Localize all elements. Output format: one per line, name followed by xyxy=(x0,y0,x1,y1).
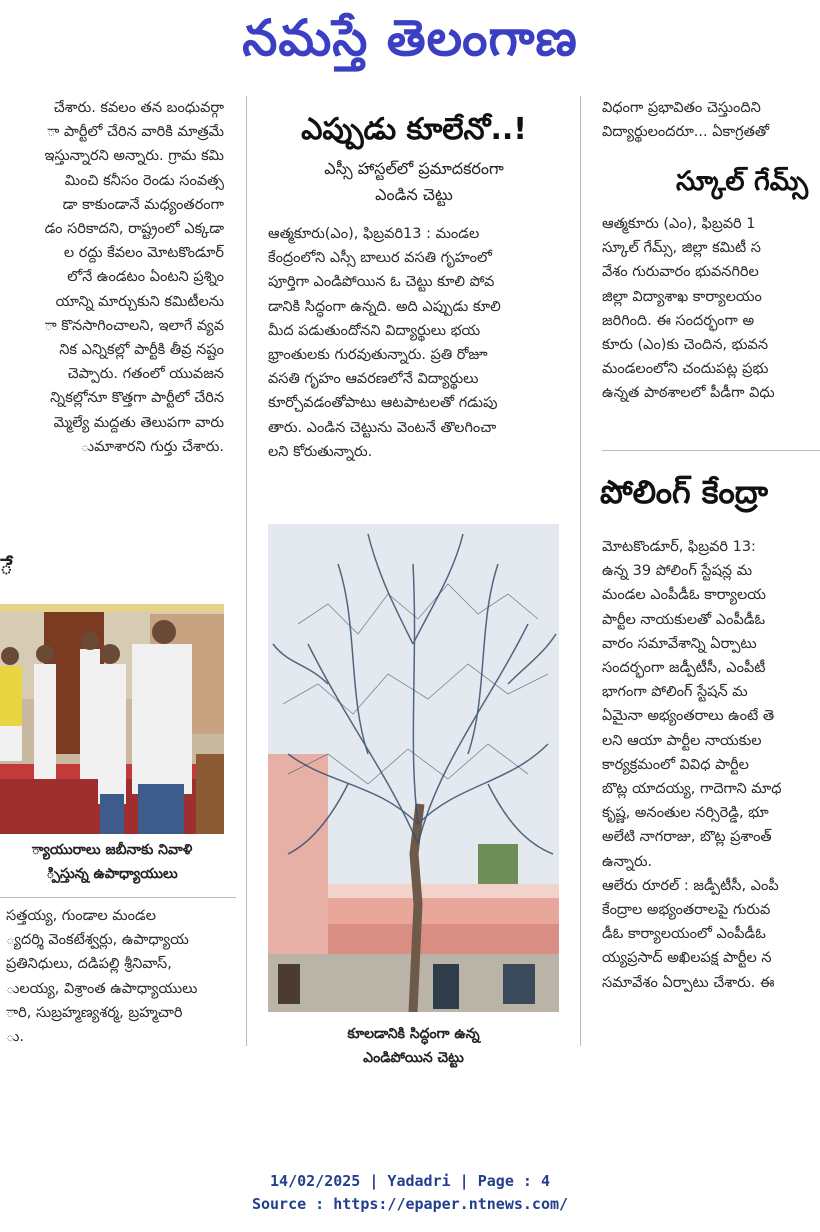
text-line: పూర్తిగా ఎండిపోయిన ఓ చెట్టు కూలి పోవ xyxy=(268,274,495,291)
caption-line: ్పిస్తున్న ఉపాధ్యాయులు xyxy=(46,866,178,882)
subheadline-line: ఎస్సీ హాస్టల్‌లో ప్రమాదకరంగా xyxy=(324,159,504,178)
text-line: మ్మెల్యే మద్దతు తెలుపగా వారు xyxy=(53,414,224,431)
text-line: మండల ఎంపీడీఓ కార్యాలయ xyxy=(602,587,766,604)
text-line: ఇస్తున్నారని అన్నారు. గ్రామ కమి xyxy=(44,148,224,165)
text-line: మీద పడుతుందోనని విద్యార్థులు భయ xyxy=(268,322,481,339)
text-line: యాన్ని మార్చుకుని కమిటీలను xyxy=(55,293,224,310)
text-line: లని ఆయా పార్టీల నాయకుల xyxy=(602,732,762,749)
text-line: భాగంగా పోలింగ్ స్టేషన్ మ xyxy=(602,684,748,701)
text-line: డీఓ కార్యాలయంలో ఎంపీడీఓ xyxy=(602,926,766,943)
left-headline-fragment: ే xyxy=(0,555,13,580)
text-line: ు. xyxy=(6,1029,25,1046)
caption-line: ్యాయురాలు జబీనాకు నివాళి xyxy=(31,842,193,858)
teachers-photo xyxy=(0,604,224,834)
text-line: లోనే ఉండటం ఏంటని ప్రశ్నిం xyxy=(67,269,224,286)
teachers-photo-caption xyxy=(0,838,224,886)
text-line: ఆత్మకూరు (ఎం), ఫిబ్రవరి 1 xyxy=(602,216,756,232)
text-line: పార్టీల నాయకులతో ఎంపీడీఓ xyxy=(602,611,766,628)
text-line: ా కొనసాగించాలని, ఇలాగే వ్యవ xyxy=(44,317,224,334)
center-article-body xyxy=(268,222,560,497)
subheadline-line: ఎండిన చెట్టు xyxy=(375,185,453,204)
text-line: సమావేశం ఏర్పాటు చేశారు. ఈ xyxy=(602,974,775,991)
section-divider-left xyxy=(0,897,236,898)
newspaper-title: నమస్తే తెలంగాణ xyxy=(242,9,578,67)
text-line: మోటకొండూర్, ఫిబ్రవరి 13: xyxy=(602,539,756,555)
tree-photo xyxy=(268,524,559,1012)
column-divider-left xyxy=(246,96,247,1046)
text-line: కూర్చోవడంతోపాటు ఆటపాటలతో గడుపు xyxy=(268,395,498,412)
text-line: కేంద్రాల అభ్యంతరాలపై గురువ xyxy=(602,902,771,919)
text-line: కార్యక్రమంలో వివిధ పార్టీల xyxy=(602,756,749,773)
text-line: డా కాకుండానే మధ్యంతరంగా xyxy=(62,196,224,213)
text-line: స్కూల్ గేమ్స్, జిల్లా కమిటీ స xyxy=(602,240,761,257)
text-line: డం సరికాదని, రాష్ట్రంలో ఎక్కడా xyxy=(44,221,224,238)
text-line: నిక ఎన్నికల్లో పార్టీకి తీవ్ర నష్టం xyxy=(59,342,224,359)
text-line: న్నికల్లోనూ కొత్తగా పార్టీలో చేరిన xyxy=(50,390,224,407)
text-line: ఉన్నత పాఠశాలలో పీడీగా విధు xyxy=(602,385,775,402)
center-headline: ఎప్పుడు కూలేనో..! xyxy=(301,112,527,147)
school-games-text xyxy=(602,212,820,432)
text-line: య్యప్రసాద్ అఖిలపక్ష పార్టీల న xyxy=(602,950,772,967)
text-line: మించి కనీసం రెండు సంవత్స xyxy=(64,172,224,189)
text-line: వసతి గృహం ఆవరణలోనే విద్యార్థులు xyxy=(268,371,479,388)
text-line: విద్యార్థులందరూ... ఏకాగ్రతతో xyxy=(602,124,770,141)
center-subheadline xyxy=(268,156,560,208)
text-line: లని కోరుతున్నారు. xyxy=(268,443,373,460)
footer-source-line: Source : https://epaper.ntnews.com/ xyxy=(251,1195,569,1213)
text-line: ఉన్న 39 పోలింగ్ స్టేషన్ల మ xyxy=(602,563,753,580)
right-top-text xyxy=(602,96,820,151)
text-line: సందర్భంగా జడ్పీటీసీ, ఎంపీటీ xyxy=(602,660,766,677)
text-line: కూరు (ఎం)కు చెందిన, భువన xyxy=(602,337,769,354)
text-line: వేశం గురువారం భువనగిరిల xyxy=(602,264,759,281)
left-article-text xyxy=(0,96,236,508)
text-line: ఏమైనా అభ్యంతరాలు ఉంటే తె xyxy=(602,708,775,725)
left-bottom-text xyxy=(0,904,236,1074)
caption-line: కూలడానికి సిద్ధంగా ఉన్న xyxy=(347,1026,480,1042)
section-divider-right xyxy=(602,450,820,451)
polling-text xyxy=(602,535,820,1060)
caption-line: ఎండిపోయిన చెట్టు xyxy=(363,1050,464,1066)
text-line: విధంగా ప్రభావితం చెస్తుందిని xyxy=(602,100,761,116)
text-line: ా పార్టీలో చేరిన వారికి మాత్రమే xyxy=(47,124,224,141)
text-line: అలేటి నాగరాజు, బొట్ల ప్రశాంత్ xyxy=(602,829,772,846)
text-line: చెప్పారు. గతంలో యువజన xyxy=(67,366,224,383)
text-line: జిల్లా విద్యాశాఖ కార్యాలయం xyxy=(602,288,762,305)
text-line: మండలంలోని చందుపట్ల ప్రభు xyxy=(602,361,769,378)
text-line: తారు. ఎండిన చెట్టును వెంటనే తొలగించా xyxy=(268,419,497,436)
text-line: భ్రాంతులకు గురవుతున్నారు. ప్రతి రోజూ xyxy=(268,347,488,364)
column-divider-right xyxy=(580,96,581,1046)
text-line: ల రద్దు కేవలం మోటకొండూర్ xyxy=(63,245,224,262)
text-line: ుమాశారని గుర్తు చేశారు. xyxy=(80,438,224,455)
text-line: ులయ్య, విశ్రాంత ఉపాధ్యాయులు xyxy=(6,980,198,997)
text-line: సత్తయ్య, గుండాల మండల xyxy=(6,908,157,924)
text-line: ప్రతినిధులు, దడిపల్లి శ్రీనివాస్, xyxy=(6,956,172,973)
text-line: డానికి సిద్ధంగా ఉన్నది. అది ఎప్పుడు కూలి xyxy=(268,298,501,315)
tree-photo-caption xyxy=(268,1022,559,1070)
text-line: చేశారు. కవలం తన బంధువర్గా xyxy=(53,100,224,116)
text-line: ఆలేరు రూరల్ : జడ్పీటీసీ, ఎంపీ xyxy=(602,877,779,894)
text-line: జరిగింది. ఈ సందర్భంగా అ xyxy=(602,312,755,329)
text-line: కృష్ణ, అనంతుల నర్సిరెడ్డి, భూ xyxy=(602,805,769,822)
footer-date-line: 14/02/2025 | Yadadri | Page : 4 xyxy=(270,1172,550,1190)
text-line: వారం సమావేశాన్ని ఏర్పాటు xyxy=(602,635,757,652)
school-games-headline: స్కూల్ గేమ్స్ xyxy=(676,166,809,197)
masthead xyxy=(0,0,820,80)
text-line: బొట్ల యాదయ్య, గాదెగాని మాధ xyxy=(602,781,782,798)
text-line: కేంద్రంలోని ఎస్సీ బాలుర వసతి గృహంలో xyxy=(268,250,492,267)
polling-headline: పోలింగ్ కేంద్రా xyxy=(600,473,769,511)
text-line: ్యదర్శి వెంకటేశ్వర్లు, ఉపాధ్యాయ xyxy=(6,932,189,949)
text-line: ారి, సుబ్రహ్మణ్యశర్మ, బ్రహ్మచారి xyxy=(6,1004,183,1021)
text-line: ఆత్మకూరు(ఎం), ఫిబ్రవరి13 : మండల xyxy=(268,226,480,242)
text-line: ఉన్నారు. xyxy=(602,853,653,870)
